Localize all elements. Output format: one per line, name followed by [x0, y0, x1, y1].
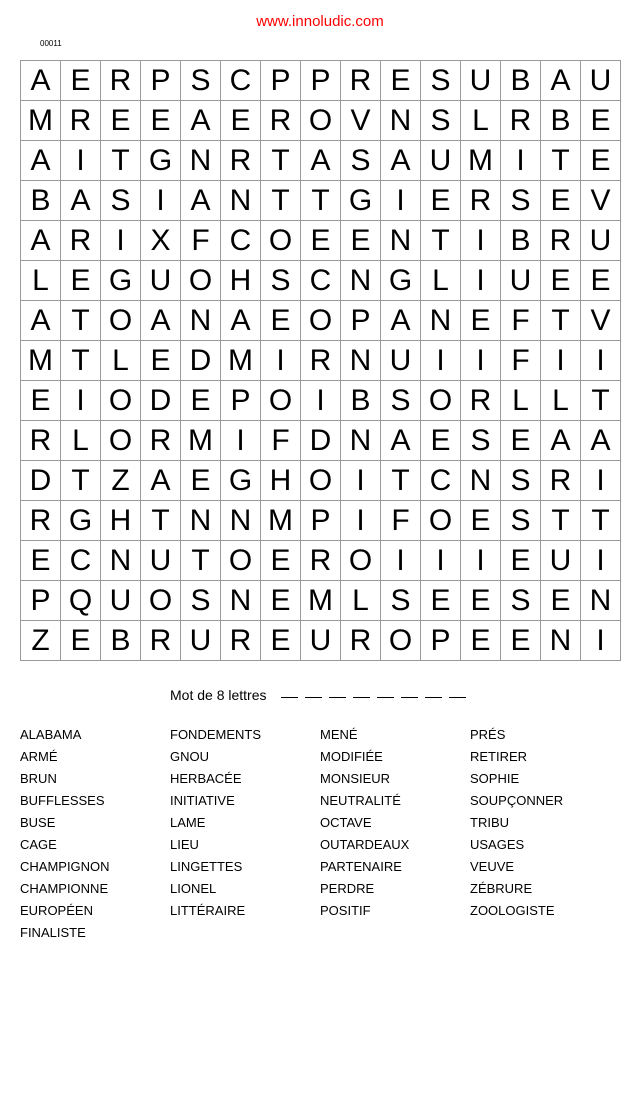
grid-row [21, 421, 621, 461]
grid-cell[interactable]: O [261, 221, 301, 261]
word-item: POSITIF [320, 903, 371, 918]
letter-blank[interactable] [377, 687, 394, 698]
grid-cell[interactable]: E [21, 541, 61, 581]
word-item: ARMÉ [20, 749, 58, 764]
grid-cell[interactable]: Q [61, 581, 101, 621]
grid-cell[interactable]: R [501, 101, 541, 141]
grid-cell[interactable]: E [461, 621, 501, 661]
grid-cell[interactable]: R [341, 621, 381, 661]
grid-cell[interactable]: R [221, 141, 261, 181]
word-item: LIONEL [170, 881, 217, 896]
grid-cell[interactable]: C [61, 541, 101, 581]
grid-cell[interactable]: I [581, 621, 621, 661]
grid-cell[interactable]: L [461, 101, 501, 141]
word-item: LITTÉRAIRE [170, 903, 246, 918]
grid-cell[interactable]: T [381, 461, 421, 501]
grid-cell[interactable]: I [261, 341, 301, 381]
word-list-column-3 [320, 727, 409, 925]
grid-cell[interactable]: G [341, 181, 381, 221]
grid-cell[interactable]: I [501, 141, 541, 181]
grid-cell[interactable]: I [101, 221, 141, 261]
grid-cell[interactable]: U [581, 61, 621, 101]
grid-cell[interactable]: G [141, 141, 181, 181]
grid-cell[interactable]: P [261, 61, 301, 101]
grid-cell[interactable]: S [501, 501, 541, 541]
grid-cell[interactable]: S [501, 581, 541, 621]
grid-cell[interactable]: P [301, 501, 341, 541]
word-item: LINGETTES [170, 859, 243, 874]
grid-cell[interactable]: E [581, 141, 621, 181]
grid-cell[interactable]: E [461, 301, 501, 341]
grid-cell[interactable]: Z [21, 621, 61, 661]
grid-cell[interactable]: I [141, 181, 181, 221]
grid-cell[interactable]: T [581, 381, 621, 421]
grid-cell[interactable]: X [141, 221, 181, 261]
grid-cell[interactable]: N [381, 101, 421, 141]
word-item: CHAMPIONNE [20, 881, 109, 896]
grid-cell[interactable]: I [421, 341, 461, 381]
hidden-word-blanks [281, 687, 473, 698]
grid-cell[interactable]: O [301, 101, 341, 141]
grid-cell[interactable]: R [541, 221, 581, 261]
grid-cell[interactable]: U [141, 541, 181, 581]
grid-cell[interactable]: I [581, 341, 621, 381]
grid-cell[interactable]: U [541, 541, 581, 581]
grid-cell[interactable]: A [381, 141, 421, 181]
grid-cell[interactable]: R [541, 461, 581, 501]
grid-cell[interactable]: L [541, 381, 581, 421]
grid-cell[interactable]: S [101, 181, 141, 221]
letter-blank[interactable] [305, 687, 322, 698]
grid-cell[interactable]: A [221, 301, 261, 341]
grid-cell[interactable]: E [341, 221, 381, 261]
grid-cell[interactable]: I [341, 461, 381, 501]
grid-cell[interactable]: B [501, 221, 541, 261]
hidden-word-label: Mot de 8 lettres [170, 687, 267, 703]
grid-cell[interactable]: E [221, 101, 261, 141]
grid-cell[interactable]: N [581, 581, 621, 621]
grid-cell[interactable]: I [581, 461, 621, 501]
word-item: EUROPÉEN [20, 903, 93, 918]
grid-cell[interactable]: T [541, 141, 581, 181]
word-item: LAME [170, 815, 206, 830]
grid-cell[interactable]: F [381, 501, 421, 541]
grid-cell[interactable]: F [181, 221, 221, 261]
grid-cell[interactable]: P [141, 61, 181, 101]
grid-cell[interactable]: T [421, 221, 461, 261]
grid-cell[interactable]: L [421, 261, 461, 301]
word-item: INITIATIVE [170, 793, 235, 808]
grid-cell[interactable]: A [181, 101, 221, 141]
grid-cell[interactable]: O [301, 461, 341, 501]
word-item: LIEU [170, 837, 199, 852]
grid-cell[interactable]: A [381, 301, 421, 341]
grid-cell[interactable]: N [341, 341, 381, 381]
grid-cell[interactable]: M [21, 341, 61, 381]
grid-cell[interactable]: U [381, 341, 421, 381]
letter-blank[interactable] [449, 687, 466, 698]
grid-cell[interactable]: I [301, 381, 341, 421]
grid-cell[interactable]: R [301, 541, 341, 581]
grid-cell[interactable]: E [261, 541, 301, 581]
letter-blank[interactable] [353, 687, 370, 698]
grid-cell[interactable]: G [221, 461, 261, 501]
grid-cell[interactable]: G [101, 261, 141, 301]
grid-cell[interactable]: T [61, 301, 101, 341]
grid-cell[interactable]: N [341, 261, 381, 301]
grid-cell[interactable]: O [141, 581, 181, 621]
hidden-word-row [170, 687, 473, 703]
word-item: USAGES [470, 837, 525, 852]
grid-cell[interactable]: S [421, 101, 461, 141]
grid-cell[interactable]: D [301, 421, 341, 461]
word-item: HERBACÉE [170, 771, 242, 786]
word-item: ZÉBRURE [470, 881, 533, 896]
word-item: MONSIEUR [320, 771, 391, 786]
grid-cell[interactable]: A [301, 141, 341, 181]
grid-cell[interactable]: E [61, 261, 101, 301]
grid-cell[interactable]: C [221, 221, 261, 261]
grid-cell[interactable]: S [181, 581, 221, 621]
grid-cell[interactable]: O [341, 541, 381, 581]
grid-cell[interactable]: N [541, 621, 581, 661]
grid-cell[interactable]: T [541, 501, 581, 541]
letter-grid [20, 60, 621, 661]
grid-cell[interactable]: O [181, 261, 221, 301]
grid-cell[interactable]: E [61, 61, 101, 101]
grid-cell[interactable]: M [301, 581, 341, 621]
grid-cell[interactable]: T [61, 461, 101, 501]
grid-cell[interactable]: G [61, 501, 101, 541]
grid-cell[interactable]: V [581, 301, 621, 341]
grid-cell[interactable]: E [381, 61, 421, 101]
grid-cell[interactable]: N [421, 301, 461, 341]
grid-cell[interactable]: A [141, 461, 181, 501]
grid-cell[interactable]: N [341, 421, 381, 461]
grid-cell[interactable]: F [261, 421, 301, 461]
grid-cell[interactable]: L [341, 581, 381, 621]
grid-cell[interactable]: I [381, 541, 421, 581]
word-item: PERDRE [320, 881, 375, 896]
grid-cell[interactable]: S [501, 181, 541, 221]
grid-cell[interactable]: V [581, 181, 621, 221]
puzzle-id: 00011 [40, 39, 62, 48]
grid-cell[interactable]: U [501, 261, 541, 301]
grid-cell[interactable]: T [261, 141, 301, 181]
grid-cell[interactable]: S [381, 381, 421, 421]
grid-cell[interactable]: A [541, 421, 581, 461]
word-item: FINALISTE [20, 925, 86, 940]
grid-cell[interactable]: O [101, 301, 141, 341]
grid-cell[interactable]: D [141, 381, 181, 421]
grid-cell[interactable]: L [21, 261, 61, 301]
grid-cell[interactable]: R [21, 501, 61, 541]
grid-row [21, 101, 621, 141]
grid-cell[interactable]: A [21, 61, 61, 101]
grid-cell[interactable]: E [421, 421, 461, 461]
grid-cell[interactable]: S [261, 261, 301, 301]
grid-cell[interactable]: E [421, 181, 461, 221]
word-item: ALABAMA [20, 727, 82, 742]
word-item: FONDEMENTS [170, 727, 261, 742]
grid-cell[interactable]: S [341, 141, 381, 181]
grid-cell[interactable]: E [181, 461, 221, 501]
grid-cell[interactable]: C [421, 461, 461, 501]
grid-cell[interactable]: U [301, 621, 341, 661]
grid-cell[interactable]: A [181, 181, 221, 221]
grid-cell[interactable]: E [501, 541, 541, 581]
grid-cell[interactable]: M [181, 421, 221, 461]
word-item: PRÉS [470, 727, 506, 742]
grid-cell[interactable]: E [261, 301, 301, 341]
grid-row [21, 221, 621, 261]
grid-cell[interactable]: N [221, 581, 261, 621]
grid-cell[interactable]: N [221, 181, 261, 221]
grid-cell[interactable]: I [461, 261, 501, 301]
grid-cell[interactable]: E [421, 581, 461, 621]
word-item: RETIRER [470, 749, 528, 764]
grid-cell[interactable]: H [261, 461, 301, 501]
grid-cell[interactable]: Z [101, 461, 141, 501]
word-item: SOPHIE [470, 771, 520, 786]
grid-cell[interactable]: E [141, 341, 181, 381]
grid-cell[interactable]: T [101, 141, 141, 181]
grid-cell[interactable]: U [141, 261, 181, 301]
grid-cell[interactable]: S [421, 61, 461, 101]
grid-cell[interactable]: B [101, 621, 141, 661]
grid-cell[interactable]: N [181, 301, 221, 341]
grid-cell[interactable]: E [301, 221, 341, 261]
grid-cell[interactable]: A [381, 421, 421, 461]
grid-cell[interactable]: I [461, 221, 501, 261]
grid-cell[interactable]: E [501, 421, 541, 461]
grid-cell[interactable]: P [21, 581, 61, 621]
grid-cell[interactable]: O [101, 381, 141, 421]
grid-cell[interactable]: L [501, 381, 541, 421]
word-list-column-4 [470, 727, 563, 925]
grid-cell[interactable]: P [421, 621, 461, 661]
grid-cell[interactable]: T [261, 181, 301, 221]
grid-row [21, 141, 621, 181]
grid-cell[interactable]: L [61, 421, 101, 461]
word-item: CAGE [20, 837, 57, 852]
word-list-column-1 [20, 727, 110, 947]
grid-cell[interactable]: M [221, 341, 261, 381]
grid-row [21, 621, 621, 661]
grid-cell[interactable]: I [381, 181, 421, 221]
letter-blank[interactable] [281, 687, 298, 698]
grid-cell[interactable]: E [181, 381, 221, 421]
grid-cell[interactable]: E [541, 261, 581, 301]
grid-cell[interactable]: T [61, 341, 101, 381]
grid-cell[interactable]: M [261, 501, 301, 541]
grid-cell[interactable]: T [181, 541, 221, 581]
grid-cell[interactable]: S [381, 581, 421, 621]
grid-cell[interactable]: A [21, 141, 61, 181]
grid-cell[interactable]: B [541, 101, 581, 141]
grid-cell[interactable]: O [261, 381, 301, 421]
grid-cell[interactable]: D [181, 341, 221, 381]
grid-cell[interactable]: E [261, 621, 301, 661]
grid-cell[interactable]: G [381, 261, 421, 301]
grid-cell[interactable]: B [21, 181, 61, 221]
grid-cell[interactable]: I [61, 381, 101, 421]
grid-cell[interactable]: E [61, 621, 101, 661]
grid-row [21, 501, 621, 541]
grid-cell[interactable]: E [581, 101, 621, 141]
word-list-column-2 [170, 727, 261, 925]
grid-cell[interactable]: T [581, 501, 621, 541]
grid-cell[interactable]: P [301, 61, 341, 101]
grid-cell[interactable]: C [301, 261, 341, 301]
grid-cell[interactable]: U [101, 581, 141, 621]
grid-cell[interactable]: R [261, 101, 301, 141]
grid-cell[interactable]: S [501, 461, 541, 501]
grid-cell[interactable]: E [261, 581, 301, 621]
grid-row [21, 461, 621, 501]
grid-cell[interactable]: O [421, 381, 461, 421]
grid-cell[interactable]: O [101, 421, 141, 461]
grid-cell[interactable]: I [341, 501, 381, 541]
word-item: ZOOLOGISTE [470, 903, 555, 918]
grid-cell[interactable]: E [501, 621, 541, 661]
grid-cell[interactable]: B [341, 381, 381, 421]
grid-row [21, 301, 621, 341]
grid-cell[interactable]: N [381, 221, 421, 261]
grid-cell[interactable]: O [301, 301, 341, 341]
letter-blank[interactable] [329, 687, 346, 698]
word-item: OUTARDEAUX [320, 837, 410, 852]
grid-cell[interactable]: R [61, 221, 101, 261]
word-item: BRUN [20, 771, 57, 786]
grid-cell[interactable]: H [221, 261, 261, 301]
grid-cell[interactable]: E [581, 261, 621, 301]
grid-cell[interactable]: N [181, 141, 221, 181]
word-item: MODIFIÉE [320, 749, 383, 764]
grid-cell[interactable]: R [101, 61, 141, 101]
grid-cell[interactable]: A [541, 61, 581, 101]
grid-cell[interactable]: M [461, 141, 501, 181]
word-item: TRIBU [470, 815, 509, 830]
grid-cell[interactable]: A [141, 301, 181, 341]
grid-row [21, 61, 621, 101]
grid-cell[interactable]: S [461, 421, 501, 461]
grid-cell[interactable]: T [301, 181, 341, 221]
grid-row [21, 381, 621, 421]
grid-cell[interactable]: I [461, 341, 501, 381]
grid-cell[interactable]: I [221, 421, 261, 461]
grid-cell[interactable]: N [181, 501, 221, 541]
grid-cell[interactable]: N [101, 541, 141, 581]
word-item: PARTENAIRE [320, 859, 402, 874]
site-link[interactable]: www.innoludic.com [256, 13, 384, 30]
grid-cell[interactable]: P [341, 301, 381, 341]
grid-cell[interactable]: R [461, 381, 501, 421]
grid-row [21, 341, 621, 381]
grid-cell[interactable]: E [541, 581, 581, 621]
word-item: BUFFLESSES [20, 793, 105, 808]
letter-blank[interactable] [401, 687, 418, 698]
grid-row [21, 181, 621, 221]
grid-row [21, 581, 621, 621]
grid-cell[interactable]: O [421, 501, 461, 541]
grid-cell[interactable]: R [461, 181, 501, 221]
grid-cell[interactable]: R [21, 421, 61, 461]
grid-cell[interactable]: H [101, 501, 141, 541]
grid-cell[interactable]: E [461, 581, 501, 621]
grid-cell[interactable]: D [21, 461, 61, 501]
grid-cell[interactable]: C [221, 61, 261, 101]
grid-cell[interactable]: I [461, 541, 501, 581]
grid-cell[interactable]: R [221, 621, 261, 661]
grid-cell[interactable]: P [221, 381, 261, 421]
grid-cell[interactable]: R [61, 101, 101, 141]
grid-cell[interactable]: E [461, 501, 501, 541]
word-item: BUSE [20, 815, 56, 830]
grid-cell[interactable]: I [61, 141, 101, 181]
grid-cell[interactable]: F [501, 341, 541, 381]
grid-cell[interactable]: R [141, 421, 181, 461]
word-item: GNOU [170, 749, 209, 764]
grid-cell[interactable]: M [21, 101, 61, 141]
word-item: NEUTRALITÉ [320, 793, 401, 808]
grid-cell[interactable]: N [461, 461, 501, 501]
grid-cell[interactable]: A [581, 421, 621, 461]
word-item: CHAMPIGNON [20, 859, 110, 874]
grid-cell[interactable]: O [381, 621, 421, 661]
grid-cell[interactable]: I [541, 341, 581, 381]
grid-cell[interactable]: T [541, 301, 581, 341]
grid-cell[interactable]: U [581, 221, 621, 261]
grid-cell[interactable]: A [21, 221, 61, 261]
grid-cell[interactable]: U [181, 621, 221, 661]
grid-cell[interactable]: E [141, 101, 181, 141]
grid-cell[interactable]: S [181, 61, 221, 101]
grid-cell[interactable]: O [221, 541, 261, 581]
word-item: MENÉ [320, 727, 358, 742]
grid-cell[interactable]: V [341, 101, 381, 141]
grid-cell[interactable]: U [461, 61, 501, 101]
grid-cell[interactable]: U [421, 141, 461, 181]
grid-cell[interactable]: B [501, 61, 541, 101]
word-item: SOUPÇONNER [470, 793, 564, 808]
letter-blank[interactable] [425, 687, 442, 698]
grid-cell[interactable]: E [101, 101, 141, 141]
grid-cell[interactable]: I [581, 541, 621, 581]
grid-row [21, 261, 621, 301]
word-item: OCTAVE [320, 815, 372, 830]
grid-cell[interactable]: L [101, 341, 141, 381]
grid-cell[interactable]: R [301, 341, 341, 381]
grid-cell[interactable]: R [141, 621, 181, 661]
grid-cell[interactable]: A [61, 181, 101, 221]
grid-cell[interactable]: A [21, 301, 61, 341]
grid-cell[interactable]: R [341, 61, 381, 101]
grid-row [21, 541, 621, 581]
grid-cell[interactable]: F [501, 301, 541, 341]
word-item: VEUVE [470, 859, 515, 874]
grid-cell[interactable]: E [21, 381, 61, 421]
grid-cell[interactable]: T [141, 501, 181, 541]
grid-cell[interactable]: E [541, 181, 581, 221]
grid-cell[interactable]: N [221, 501, 261, 541]
grid-cell[interactable]: I [421, 541, 461, 581]
